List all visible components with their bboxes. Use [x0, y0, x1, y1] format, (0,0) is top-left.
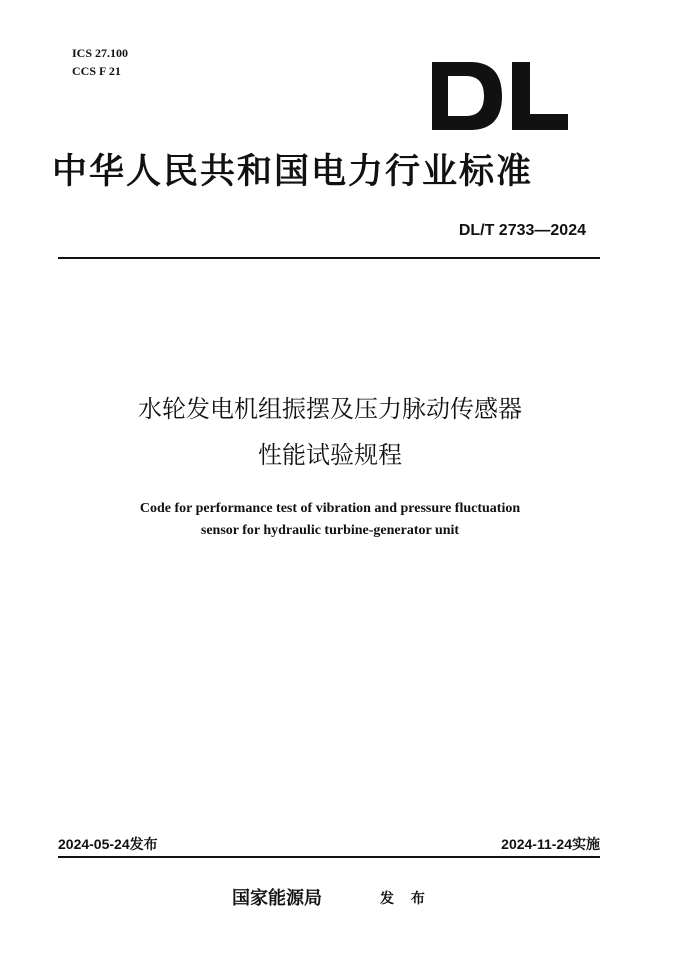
organization-title: 中华人民共和国电力行业标准: [52, 151, 534, 192]
publish-label: 发 布: [380, 891, 431, 907]
ccs-code: CCS F 21: [72, 64, 121, 78]
footer-divider: [58, 856, 600, 858]
english-title: [0, 498, 660, 542]
header-divider: [58, 257, 600, 259]
standard-number: DL/T 2733—2024: [458, 222, 586, 239]
implementation-date: 2024-11-24实施: [501, 836, 600, 852]
chinese-title-line-2: 性能试验规程: [258, 441, 402, 469]
classification-codes: [72, 44, 128, 80]
ics-code: ICS 27.100: [72, 46, 129, 60]
publisher-name: 国家能源局: [232, 888, 322, 909]
english-title-line-1: Code for performance test of vibration and pressure fluctuation: [139, 501, 521, 516]
english-title-line-2: sensor for hydraulic turbine-generator unit: [200, 523, 460, 538]
dl-logo-icon: [432, 62, 568, 130]
chinese-title: [0, 386, 660, 478]
issue-date: 2024-05-24发布: [58, 836, 158, 852]
chinese-title-line-1: 水轮发电机组振摆及压力脉动传感器: [138, 395, 522, 423]
